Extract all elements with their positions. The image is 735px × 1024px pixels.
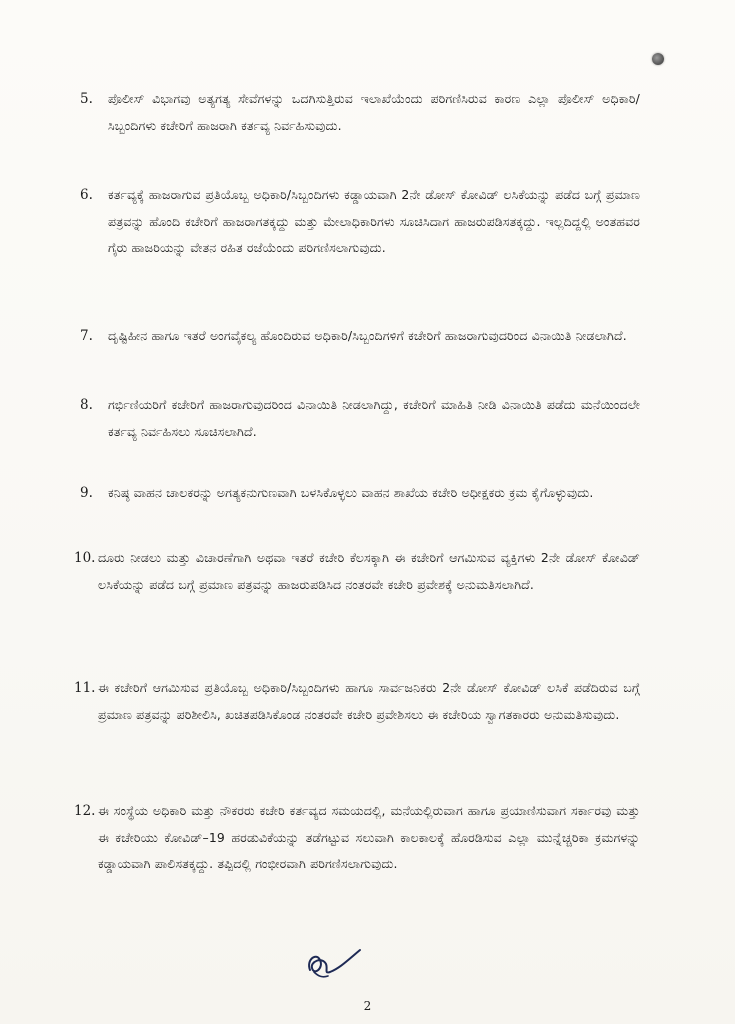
punch-hole (652, 53, 664, 65)
item-number: 10. (74, 550, 96, 566)
list-item (74, 675, 640, 728)
item-number: 12. (74, 803, 96, 819)
item-text: ದೃಷ್ಟಿಹೀನ ಹಾಗೂ ಇತರೆ ಅಂಗವೈಕಲ್ಯ ಹೊಂದಿರುವ ಅಧಿಕಾರಿ/ಸಿಬ್ಬಂದಿಗಳಿಗೆ ಕಚೇರಿಗೆ ಹಾಜರಾಗುವುದರಿಂದ ವಿನಾಯಿತಿ ನೀಡಲಾಗಿದೆ. (108, 328, 627, 343)
item-text: ಈ ಕಚೇರಿಗೆ ಆಗಮಿಸುವ ಪ್ರತಿಯೊಬ್ಬ ಅಧಿಕಾರಿ/ಸಿಬ್ಬಂದಿಗಳು ಹಾಗೂ ಸಾರ್ವಜನಿಕರು 2ನೇ ಡೋಸ್ ಕೋವಿಡ್ ಲಸಿಕೆ ಪಡೆದಿರುವ ಬಗ್ಗೆ ಪ್ರಮಾಣ ಪತ್ರವನ್ನು ಪರಿಶೀಲಿಸಿ, ಖಚಿತಪಡಿಸಿಕೊಂಡ ನಂತರವೇ ಕಚೇರಿ ಪ್ರವೇಶಿಸಲು ಈ ಕಚೇರಿಯ ಸ್ವಾಗತಕಾರರು ಅನುಮತಿಸುವುದು. (98, 680, 640, 722)
list-item (80, 323, 640, 350)
signature-mark (300, 942, 370, 982)
list-item (80, 86, 640, 139)
item-number: 7. (80, 328, 93, 344)
item-number: 5. (80, 91, 93, 107)
list-item (80, 392, 640, 445)
item-text: ಪೊಲೀಸ್ ವಿಭಾಗವು ಅತ್ಯಗತ್ಯ ಸೇವೆಗಳನ್ನು ಒದಗಿಸುತ್ತಿರುವ ಇಲಾಖೆಯೆಂದು ಪರಿಗಣಿಸಿರುವ ಕಾರಣ ಎಲ್ಲಾ ಪೊಲೀಸ್ ಅಧಿಕಾರಿ/ಸಿಬ್ಬಂದಿಗಳು ಕಚೇರಿಗೆ ಹಾಜರಾಗಿ ಕರ್ತವ್ಯ ನಿರ್ವಹಿಸುವುದು. (108, 91, 640, 133)
item-number: 8. (80, 397, 93, 413)
item-text: ಗರ್ಭಿಣಿಯರಿಗೆ ಕಚೇರಿಗೆ ಹಾಜರಾಗುವುದರಿಂದ ವಿನಾಯಿತಿ ನೀಡಲಾಗಿದ್ದು, ಕಚೇರಿಗೆ ಮಾಹಿತಿ ನೀಡಿ ವಿನಾಯಿತಿ ಪಡೆದು ಮನೆಯಿಂದಲೇ ಕರ್ತವ್ಯ ನಿರ್ವಹಿಸಲು ಸೂಚಿಸಲಾಗಿದೆ. (108, 397, 640, 439)
item-text: ಈ ಸಂಸ್ಥೆಯ ಅಧಿಕಾರಿ ಮತ್ತು ನೌಕರರು ಕಚೇರಿ ಕರ್ತವ್ಯದ ಸಮಯದಲ್ಲಿ, ಮನೆಯಲ್ಲಿರುವಾಗ ಹಾಗೂ ಪ್ರಯಾಣಿಸುವಾಗ ಸರ್ಕಾರವು ಮತ್ತು ಈ ಕಚೇರಿಯು ಕೋವಿಡ್–19 ಹರಡುವಿಕೆಯನ್ನು ತಡೆಗಟ್ಟುವ ಸಲುವಾಗಿ ಕಾಲಕಾಲಕ್ಕೆ ಹೊರಡಿಸುವ ಎಲ್ಲಾ ಮುನ್ನೆಚ್ಚರಿಕಾ ಕ್ರಮಗಳನ್ನು ಕಡ್ಡಾಯವಾಗಿ ಪಾಲಿಸತಕ್ಕದ್ದು. ತಪ್ಪಿದಲ್ಲಿ ಗಂಭೀರವಾಗಿ ಪರಿಗಣಿಸಲಾಗುವುದು. (98, 803, 640, 871)
item-text: ಕನಿಷ್ಠ ವಾಹನ ಚಾಲಕರನ್ನು ಅಗತ್ಯಕನುಗುಣವಾಗಿ ಬಳಸಿಕೊಳ್ಳಲು ವಾಹನ ಶಾಖೆಯ ಕಚೇರಿ ಅಧೀಕ್ಷಕರು ಕ್ರಮ ಕೈಗೊಳ್ಳುವುದು. (108, 485, 594, 500)
item-number: 9. (80, 485, 93, 501)
item-number: 11. (74, 680, 96, 696)
item-text: ಕರ್ತವ್ಯಕ್ಕೆ ಹಾಜರಾಗುವ ಪ್ರತಿಯೊಬ್ಬ ಅಧಿಕಾರಿ/ಸಿಬ್ಬಂದಿಗಳು ಕಡ್ಡಾಯವಾಗಿ 2ನೇ ಡೋಸ್ ಕೋವಿಡ್ ಲಸಿಕೆಯನ್ನು ಪಡೆದ ಬಗ್ಗೆ ಪ್ರಮಾಣ ಪತ್ರವನ್ನು ಹೊಂದಿ ಕಚೇರಿಗೆ ಹಾಜರಾಗತಕ್ಕದ್ದು ಮತ್ತು ಮೇಲಾಧಿಕಾರಿಗಳು ಸೂಚಿಸಿದಾಗ ಹಾಜರುಪಡಿಸತಕ್ಕದ್ದು. ಇಲ್ಲದಿದ್ದಲ್ಲಿ ಅಂತಹವರ ಗೈರು ಹಾಜರಿಯನ್ನು ವೇತನ ರಹಿತ ರಜೆಯೆಂದು ಪರಿಗಣಿಸಲಾಗುವುದು. (108, 187, 640, 255)
list-item (80, 480, 640, 507)
list-item (74, 798, 640, 878)
list-item (74, 545, 640, 598)
page-number: 2 (363, 999, 372, 1013)
item-number: 6. (80, 187, 93, 203)
item-text: ದೂರು ನೀಡಲು ಮತ್ತು ವಿಚಾರಣೆಗಾಗಿ ಅಥವಾ ಇತರೆ ಕಚೇರಿ ಕೆಲಸಕ್ಕಾಗಿ ಈ ಕಚೇರಿಗೆ ಆಗಮಿಸುವ ವ್ಯಕ್ತಿಗಳು 2ನೇ ಡೋಸ್ ಕೋವಿಡ್ ಲಸಿಕೆಯನ್ನು ಪಡೆದ ಬಗ್ಗೆ ಪ್ರಮಾಣ ಪತ್ರವನ್ನು ಹಾಜರುಪಡಿಸಿದ ನಂತರವೇ ಕಚೇರಿ ಪ್ರವೇಶಕ್ಕೆ ಅನುಮತಿಸಲಾಗಿದೆ. (98, 550, 640, 592)
list-item (80, 182, 640, 262)
